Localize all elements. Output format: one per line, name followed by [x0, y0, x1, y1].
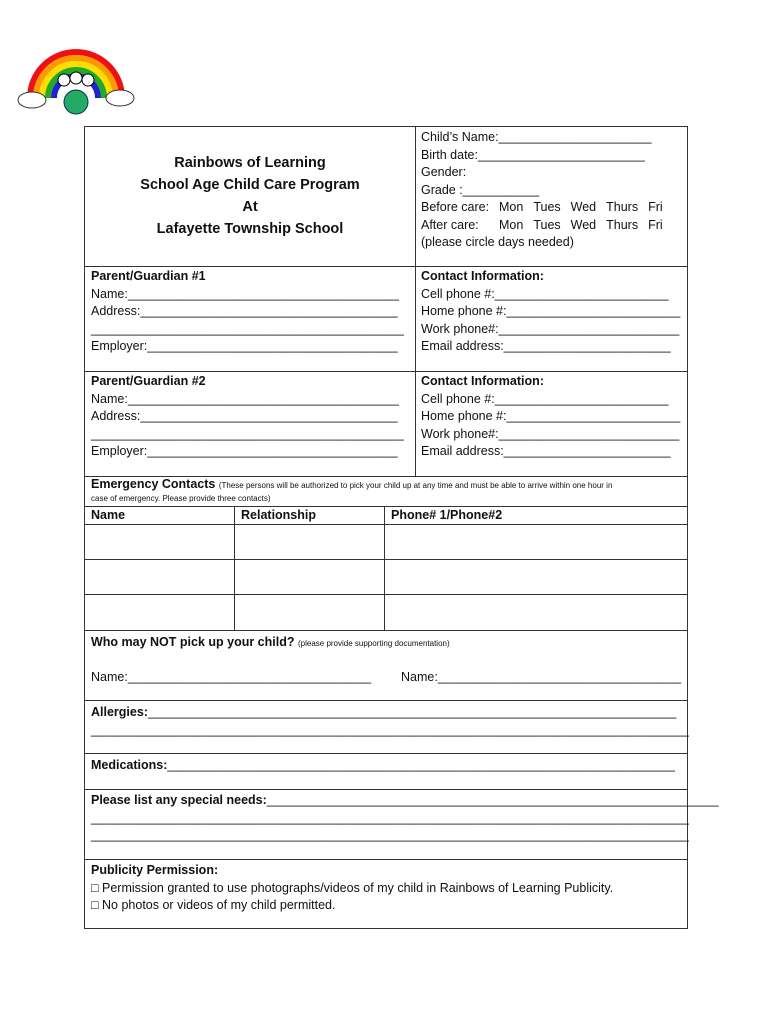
medications-field[interactable]: _________________________________________________________________________	[167, 758, 675, 772]
guardian2-name-field[interactable]: Name:_______________________________________	[91, 391, 399, 406]
header-section	[85, 127, 687, 267]
allergies-label: Allergies:	[91, 705, 148, 719]
child-name-field[interactable]: Child’s Name:______________________	[421, 130, 652, 144]
guardian1-section	[85, 267, 687, 372]
guardian2-contact-heading: Contact Information:	[421, 374, 544, 388]
guardian2-address-line2[interactable]: _____________________________________________	[91, 426, 404, 441]
guardian1-employer-field[interactable]: Employer:____________________________________	[91, 339, 398, 353]
guardian1-email-field[interactable]: Email address:________________________	[421, 339, 671, 353]
guardian1-contact-heading: Contact Information:	[421, 269, 544, 283]
not-pickup-name1-field[interactable]: Name:___________________________________	[91, 669, 372, 684]
publicity-permission-denied[interactable]: □ No photos or videos of my child permitted.	[91, 898, 336, 912]
day-fri[interactable]: Fri	[648, 200, 663, 214]
col-relationship-header: Relationship	[241, 508, 317, 522]
publicity-permission-granted[interactable]: □ Permission granted to use photographs/videos of my child in Rainbows of Learning Publicity.	[91, 880, 614, 895]
emergency-note-2: case of emergency. Please provide three contacts)	[91, 494, 271, 503]
allergies-section	[85, 701, 687, 754]
publicity-section	[85, 860, 687, 928]
contact3-phone-cell[interactable]	[385, 595, 687, 630]
allergies-field[interactable]: ____________________________________________________________________________	[147, 705, 677, 719]
guardian2-home-field[interactable]: Home phone #:_________________________	[421, 409, 681, 423]
guardian2-section	[85, 372, 687, 477]
day-wed[interactable]: Wed	[570, 200, 597, 214]
medications-label: Medications:	[91, 758, 168, 772]
special-needs-label: Please list any special needs:	[91, 793, 267, 807]
contact1-phone-cell[interactable]	[385, 525, 687, 560]
guardian2-employer-field[interactable]: Employer:____________________________________	[91, 444, 398, 458]
gender-field[interactable]: Gender:	[421, 165, 467, 179]
contact3-name-cell[interactable]	[85, 595, 235, 630]
guardian1-address-field[interactable]: Address:_____________________________________	[91, 304, 398, 318]
guardian2-address-field[interactable]: Address:_____________________________________	[91, 409, 398, 423]
col-phone-header: Phone# 1/Phone#2	[391, 508, 503, 522]
child-info	[421, 129, 663, 252]
col-name-header: Name	[91, 508, 126, 522]
guardian1-cell-field[interactable]: Cell phone #:_________________________	[421, 286, 669, 301]
medications-section	[85, 754, 687, 790]
not-pickup-note: (please provide supporting documentation)	[297, 639, 450, 648]
days-note: (please circle days needed)	[421, 235, 574, 249]
special-needs-section	[85, 790, 719, 860]
publicity-heading: Publicity Permission:	[91, 863, 219, 877]
contact3-relationship-cell[interactable]	[235, 595, 385, 630]
contact2-name-cell[interactable]	[85, 560, 235, 595]
after-care-row: After care: Mon Tues Wed Thurs Fri	[421, 217, 663, 235]
guardian2-email-field[interactable]: Email address:________________________	[421, 444, 671, 458]
contact1-relationship-cell[interactable]	[235, 525, 385, 560]
program-title: Rainbows of Learning School Age Child Care Program At Lafayette Township School	[140, 155, 360, 237]
emergency-table	[85, 507, 687, 631]
guardian1-work-field[interactable]: Work phone#:__________________________	[421, 321, 680, 336]
enrollment-form	[84, 126, 719, 929]
not-pickup-heading: Who may NOT pick up your child?	[91, 635, 295, 649]
special-needs-field[interactable]: _________________________________________________________________	[266, 793, 719, 807]
day-thurs[interactable]: Thurs	[606, 200, 639, 214]
guardian2-cell-field[interactable]: Cell phone #:_________________________	[421, 391, 669, 406]
special-needs-line3[interactable]: ______________________________________________________________________________________	[91, 828, 689, 842]
day-tues[interactable]: Tues	[533, 200, 561, 214]
guardian2-heading: Parent/Guardian #2	[91, 374, 206, 388]
guardian1-name-field[interactable]: Name:_______________________________________	[91, 286, 399, 301]
not-pickup-section	[85, 631, 687, 701]
guardian2-work-field[interactable]: Work phone#:__________________________	[421, 426, 680, 441]
birth-date-field[interactable]: Birth date:________________________	[421, 147, 645, 162]
contact1-name-cell[interactable]	[85, 525, 235, 560]
guardian1-home-field[interactable]: Home phone #:_________________________	[421, 304, 681, 318]
guardian1-heading: Parent/Guardian #1	[91, 269, 206, 283]
day-mon[interactable]: Mon	[499, 200, 524, 214]
not-pickup-name2-field[interactable]: Name:___________________________________	[401, 670, 682, 684]
day-fri[interactable]: Fri	[648, 217, 663, 232]
day-wed[interactable]: Wed	[570, 217, 597, 232]
rainbows-of-learning-logo	[16, 38, 136, 116]
grade-field[interactable]: Grade :___________	[421, 182, 540, 197]
contact2-relationship-cell[interactable]	[235, 560, 385, 595]
before-care-row: Before care: Mon Tues Wed Thurs Fri	[421, 199, 663, 217]
guardian1-address-line2[interactable]: _____________________________________________	[91, 321, 404, 336]
emergency-heading: Emergency Contacts	[91, 477, 216, 491]
day-mon[interactable]: Mon	[499, 217, 524, 232]
allergies-line2[interactable]: ______________________________________________________________________________________	[91, 722, 689, 737]
contact2-phone-cell[interactable]	[385, 560, 687, 595]
day-thurs[interactable]: Thurs	[606, 217, 639, 232]
special-needs-line2[interactable]: ______________________________________________________________________________________	[91, 810, 689, 825]
emergency-header	[85, 477, 687, 507]
day-tues[interactable]: Tues	[533, 217, 561, 232]
emergency-note: (These persons will be authorized to pick your child up at any time and must be able to arrive within one hour in	[218, 481, 613, 490]
